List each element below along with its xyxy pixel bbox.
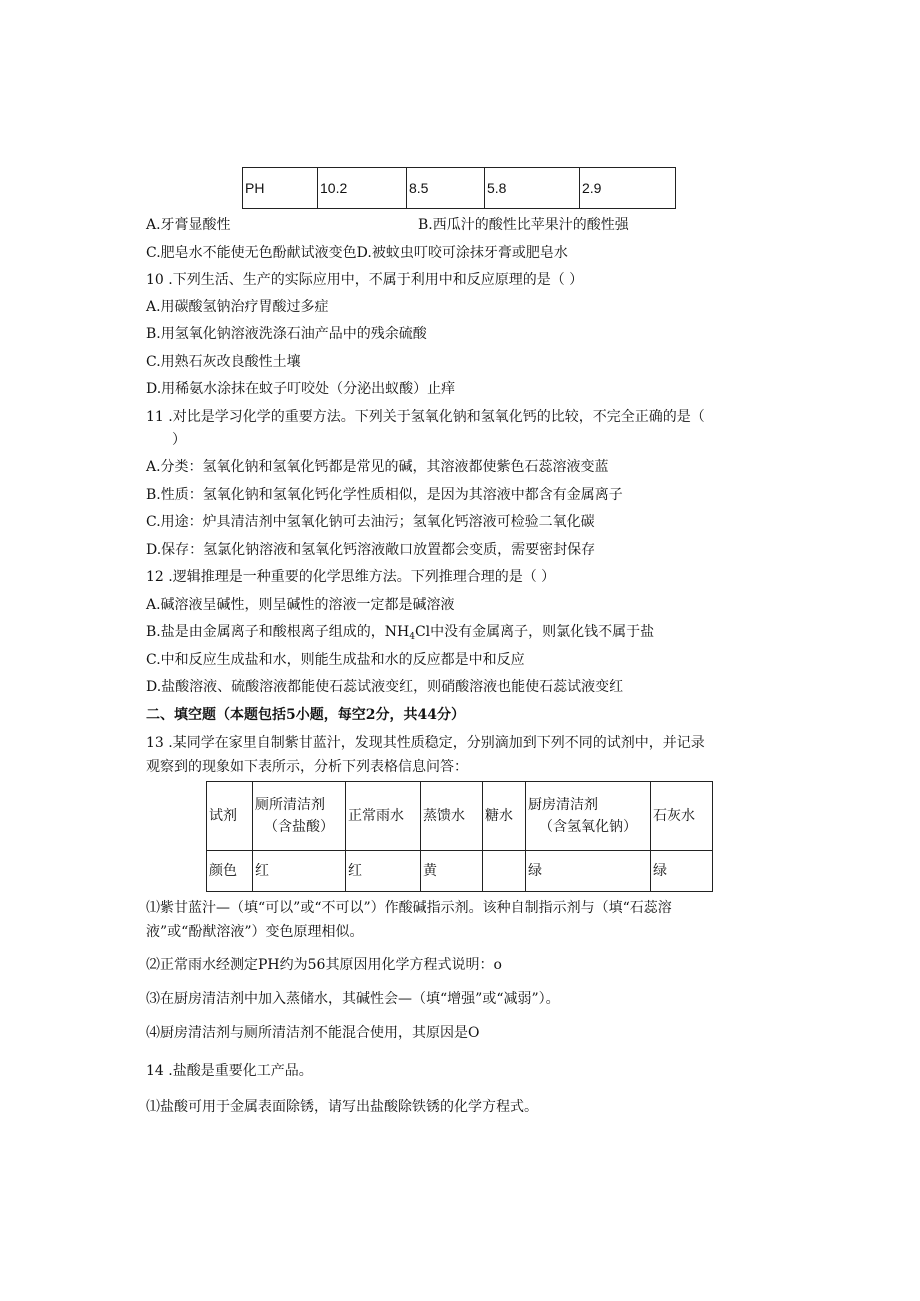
section-title: 二、填空题（本题包括5小题，每空2分，共44分） xyxy=(146,707,465,723)
q9-option-cd xyxy=(146,243,568,263)
ph-value-cell: 5.8 xyxy=(485,168,580,209)
q14-part1: ⑴盐酸可用于金属表面除锈，请写出盐酸除铁锈的化学方程式。 xyxy=(146,1099,538,1115)
q13-stem-line2: 观察到的现象如下表所示，分析下列表格信息问答： xyxy=(146,759,468,775)
q13-part2: ⑵正常雨水经测定PH约为56其原因用化学方程式说明：o xyxy=(146,957,502,973)
q13-part4: ⑷厨房清洁剂与厕所清洁剂不能混合使用，其原因是O xyxy=(146,1025,480,1041)
q14-stem: 14 .盐酸是重要化工产品。 xyxy=(146,1063,313,1079)
q10-option-b: B.用氢氧化钠溶液洗涤石油产品中的残余硫酸 xyxy=(146,326,427,342)
header-cell: 试剂 xyxy=(207,782,253,851)
ph-value-cell: 10.2 xyxy=(318,168,407,209)
indicator-header-row xyxy=(207,782,713,851)
q12-option-b-pre: B.盐是由金属离子和酸根离子组成的，NH xyxy=(146,624,410,640)
header-cell-line: （含氢氧化钠） xyxy=(539,819,637,835)
indicator-color-row xyxy=(207,851,713,892)
color-cell: 黄 xyxy=(421,851,483,892)
q13-part1-line2: 液”或“酚猷溶液”）变色原理相似。 xyxy=(146,924,364,940)
q9-option-d: D.被蚊虫叮咬可涂抹牙膏或肥皂水 xyxy=(356,245,568,261)
ph-value-cell: 8.5 xyxy=(407,168,485,209)
q10-option-d: D.用稀氨水涂抹在蚊子叮咬处（分泌出蚁酸）止痒 xyxy=(146,381,456,397)
ph-row xyxy=(243,168,676,209)
q10-option-a: A.用碳酸氢钠治疗胃酸过多症 xyxy=(146,299,329,315)
q12-stem: 12 .逻辑推理是一种重要的化学思维方法。下列推理合理的是（ ） xyxy=(146,569,556,585)
q13-part3: ⑶在厨房清洁剂中加入蒸储水，其碱性会—（填“增强”或“减弱”）。 xyxy=(146,991,560,1007)
q10-option-c: C.用熟石灰改良酸性土壤 xyxy=(146,354,301,370)
ph-label-cell: PH xyxy=(243,168,318,209)
header-cell: 蒸馈水 xyxy=(421,782,483,851)
q12-option-b-sub: 4 xyxy=(409,632,415,642)
q9-option-c: C.肥皂水不能使无色酚献试液变色 xyxy=(146,245,357,261)
q11-stem: 11 .对比是学习化学的重要方法。下列关于氢氧化钠和氢氧化钙的比较，不完全正确的是（ xyxy=(146,409,705,425)
header-cell-line: 厨房清洁剂 xyxy=(528,797,598,813)
q12-option-b xyxy=(146,622,654,647)
header-cell xyxy=(526,782,651,851)
color-cell: 红 xyxy=(253,851,346,892)
q11-option-c: C.用途：炉具清洁剂中氢氧化钠可去油污；氢氧化钙溶液可检验二氧化碳 xyxy=(146,514,595,530)
q12-option-c: C.中和反应生成盐和水，则能生成盐和水的反应都是中和反应 xyxy=(146,652,525,668)
header-cell xyxy=(253,782,346,851)
ph-value-cell: 2.9 xyxy=(580,168,676,209)
q10-stem: 10 .下列生活、生产的实际应用中，不属于利用中和反应原理的是（ ） xyxy=(146,272,584,288)
q9-option-a: A.牙膏显酸性 xyxy=(146,217,231,233)
header-cell: 糖水 xyxy=(483,782,526,851)
indicator-table xyxy=(206,781,713,892)
q11-option-d: D.保存：氢氯化钠溶液和氢氧化钙溶液敞口放置都会变质，需要密封保存 xyxy=(146,542,596,558)
q11-stem-cont: ） xyxy=(172,432,186,448)
header-cell-line: （含盐酸） xyxy=(264,819,334,835)
q13-stem-line1: 13 .某同学在家里自制紫甘蓝汁，发现其性质稳定，分别滴加到下列不同的试剂中，并记录 xyxy=(146,735,705,751)
color-cell xyxy=(483,851,526,892)
q11-option-a: A.分类：氢氧化钠和氢氧化钙都是常见的碱，其溶液都使紫色石蕊溶液变蓝 xyxy=(146,459,609,475)
q12-option-b-post: Cl中没有金属离子，则氯化钱不属于盐 xyxy=(414,624,655,640)
q11-option-b: B.性质：氢氧化钠和氢氧化钙化学性质相似，是因为其溶液中都含有金属离子 xyxy=(146,487,623,503)
color-cell: 颜色 xyxy=(207,851,253,892)
color-cell: 绿 xyxy=(526,851,651,892)
header-cell: 石灰水 xyxy=(651,782,713,851)
ph-table xyxy=(242,167,676,209)
color-cell: 红 xyxy=(346,851,421,892)
q9-option-b: B.西瓜汁的酸性比苹果汁的酸性强 xyxy=(418,217,629,233)
header-cell-line: 厕所清洁剂 xyxy=(255,797,325,813)
header-cell: 正常雨水 xyxy=(346,782,421,851)
q12-option-a: A.碱溶液呈碱性，则呈碱性的溶液一定都是碱溶液 xyxy=(146,597,455,613)
q13-part1-line1: ⑴紫甘蓝汁—（填“可以”或“不可以”）作酸碱指示剂。该种自制指示剂与（填“石蕊溶 xyxy=(146,900,672,916)
color-cell: 绿 xyxy=(651,851,713,892)
q12-option-d: D.盐酸溶液、硫酸溶液都能使石蕊试液变红，则硝酸溶液也能使石蕊试液变红 xyxy=(146,679,624,695)
